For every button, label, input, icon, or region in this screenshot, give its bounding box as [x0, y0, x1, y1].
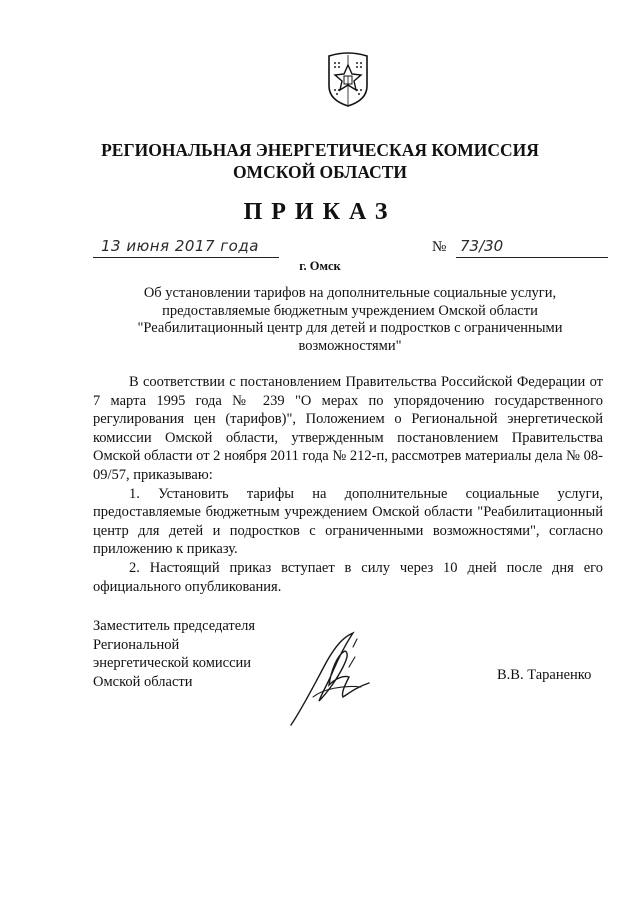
subject-line: предоставляемые бюджетным учреждением Омской области: [162, 302, 538, 319]
subject-line: Об установлении тарифов на дополнительные социальные услуги,: [143, 285, 557, 301]
signer-position: [93, 617, 255, 691]
order-item-2: 2. Настоящий приказ вступает в силу через 10 дней после дня его официального опубликования.: [93, 559, 603, 595]
order-number-label: №: [432, 239, 447, 255]
subject-line: "Реабилитационный центр для детей и подростков с ограниченными: [137, 320, 563, 336]
coat-of-arms-icon: [323, 52, 373, 108]
document-type-title: ПРИКАЗ: [243, 199, 397, 225]
preamble-paragraph: В соответствии с постановлением Правительства Российской Федерации от 7 марта 1995 года № 239 "О мерах по упорядочению государственного регулирования цен (тарифов)", Положением о Региональной энергетической комиссии Омской области, утвержденным постановлением Правительства Омской области от 2 ноября 2011 года № 212-п, рассмотрев материалы дела № 08-09/57, приказываю:: [93, 374, 603, 483]
subject-line: возможностями": [298, 337, 402, 354]
signer-position-line: Заместитель председателя: [93, 618, 256, 634]
order-subject: [120, 285, 580, 355]
organization-name-line-2: ОМСКОЙ ОБЛАСТИ: [232, 162, 408, 182]
order-body: [93, 373, 603, 596]
handwritten-signature-icon: [283, 627, 383, 731]
signer-position-line: Региональной: [93, 636, 180, 653]
city-line: г. Омск: [299, 259, 341, 273]
signer-position-line: энергетической комиссии: [93, 655, 252, 671]
order-date: 13 июня 2017 года: [93, 235, 279, 258]
order-item-1: 1. Установить тарифы на дополнительные социальные услуги, предоставляемые бюджетным учреждением Омской области "Реабилитационный центр для детей и подростков с ограниченными возможностями", согласно приложению к приказу.: [93, 485, 603, 558]
signer-name: В.В. Тараненко: [497, 667, 592, 683]
order-number: 73/30: [456, 235, 608, 258]
signer-position-line: Омской области: [93, 673, 193, 690]
organization-name-line-1: РЕГИОНАЛЬНАЯ ЭНЕРГЕТИЧЕСКАЯ КОМИССИЯ: [101, 140, 539, 160]
